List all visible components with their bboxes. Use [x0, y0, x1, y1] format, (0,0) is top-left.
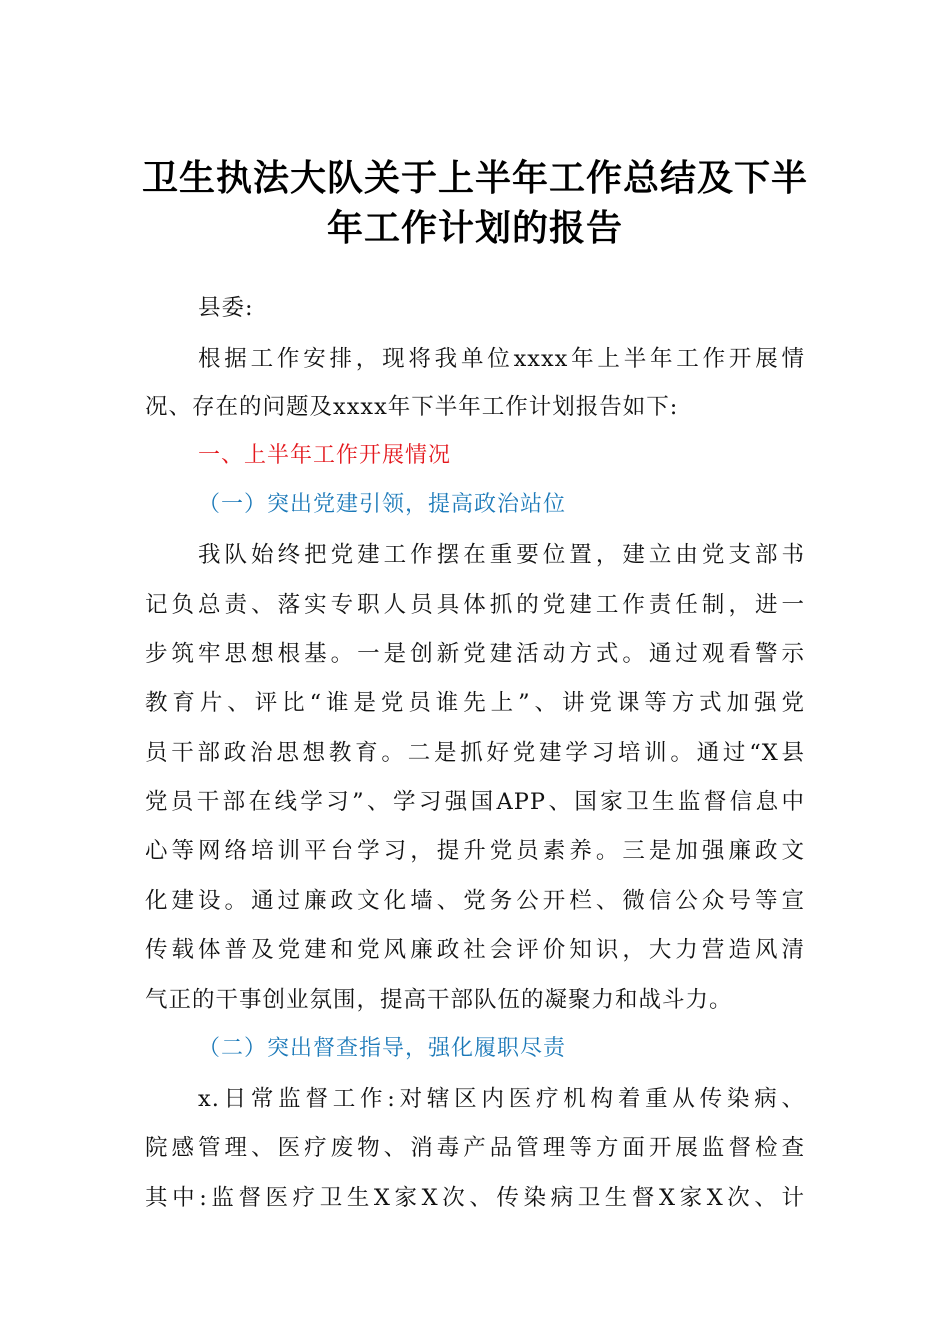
paragraph-line: 传载体普及党建和党风廉政社会评价知识，大力营造风清 — [145, 937, 805, 963]
subsection-heading-1: （一）突出党建引领，提高政治站位 — [198, 492, 567, 517]
paragraph-line: 教育片、评比“谁是党员谁先上”、讲党课等方式加强党 — [145, 690, 805, 716]
paragraph-line: 其中:监督医疗卫生X家X次、传染病卫生督X家X次、计 — [145, 1185, 805, 1211]
paragraph-line: 气正的干事创业氛围，提高干部队伍的凝聚力和战斗力。 — [145, 987, 733, 1013]
subsection-heading-2: （二）突出督查指导，强化履职尽责 — [198, 1036, 567, 1061]
paragraph-line: 心等网络培训平台学习，提升党员素养。三是加强廉政文 — [145, 838, 805, 864]
paragraph-line: x.日常监督工作:对辖区内医疗机构着重从传染病、 — [198, 1086, 805, 1112]
document-title-line-2: 年工作计划的报告 — [326, 208, 623, 249]
paragraph-line: 步筑牢思想根基。一是创新党建活动方式。通过观看警示 — [145, 641, 805, 667]
section-heading-1: 一、上半年工作开展情况 — [198, 443, 452, 468]
paragraph-line: 员干部政治思想教育。二是抓好党建学习培训。通过“X县 — [145, 740, 805, 766]
document-title-line-1: 卫生执法大队关于上半年工作总结及下半 — [141, 158, 808, 199]
paragraph-line: 院感管理、医疗废物、消毒产品管理等方面开展监督检查 — [145, 1135, 805, 1161]
intro-line-2: 况、存在的问题及xxxx年下半年工作计划报告如下: — [145, 394, 679, 420]
paragraph-line: 记负总责、落实专职人员具体抓的党建工作责任制，进一 — [145, 592, 805, 618]
intro-line-1: 根据工作安排，现将我单位xxxx年上半年工作开展情 — [198, 346, 805, 372]
paragraph-line: 我队始终把党建工作摆在重要位置，建立由党支部书 — [198, 542, 805, 568]
salutation: 县委: — [198, 295, 254, 321]
paragraph-line: 党员干部在线学习”、学习强国APP、国家卫生监督信息中 — [145, 789, 805, 815]
paragraph-line: 化建设。通过廉政文化墙、党务公开栏、微信公众号等宣 — [145, 888, 805, 914]
